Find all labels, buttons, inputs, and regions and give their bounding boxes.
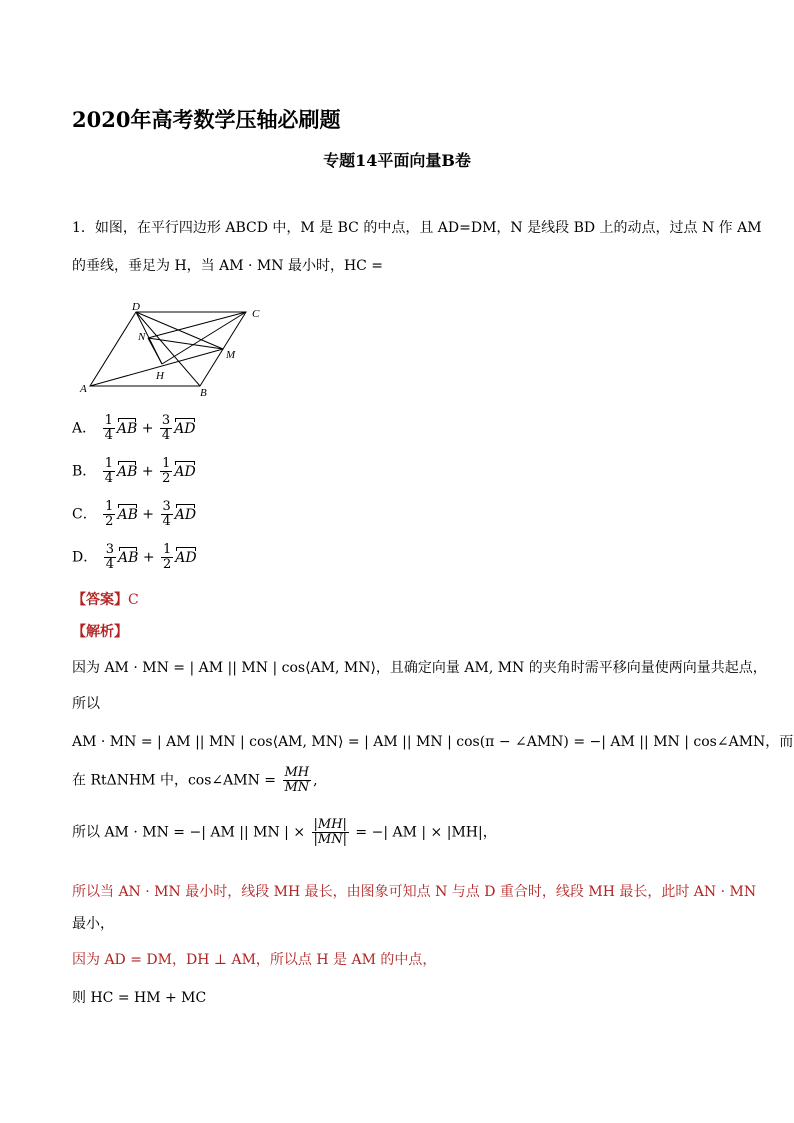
coef-numerator: 1	[162, 456, 171, 471]
segment-dm	[136, 312, 223, 349]
coef-denominator: 2	[162, 471, 171, 486]
coef-numerator: 3	[105, 542, 114, 557]
option-letter: A．	[72, 420, 97, 437]
fraction-denominator: MN	[284, 780, 310, 795]
analysis-line-5	[72, 818, 497, 847]
option-a[interactable]: A． $\frac{1}{4}$ AB + $\frac{3}{4}$ AD	[72, 413, 196, 443]
coef-denominator: 4	[161, 428, 171, 443]
analysis-line-8: 因为 AD = DM，DH ⊥ AM，所以点 H 是 AM 的中点，	[72, 952, 437, 968]
option-letter: C．	[72, 506, 97, 523]
analysis-text: = −| AM | × |MH|，	[355, 824, 497, 841]
analysis-text: 所以 AM · MN = −| AM || MN | ×	[72, 824, 306, 841]
coef-denominator: 4	[104, 471, 114, 486]
analysis-line-9: 则 HC = HM + MC	[72, 990, 207, 1006]
label-d: D	[132, 301, 140, 313]
analysis-line-2: 所以	[72, 696, 100, 712]
answer-line	[72, 590, 139, 610]
page-title: 2020年高考数学压轴必刷题	[72, 107, 341, 132]
coef-denominator: 2	[105, 514, 114, 529]
segment-nm	[148, 338, 223, 349]
fraction-numerator: |MH|	[313, 817, 347, 832]
coef-denominator: 4	[162, 514, 171, 529]
segment-bd	[136, 312, 200, 386]
analysis-line-3: AM · MN = | AM || MN | cos⟨AM, MN⟩ = | AM || MN | cos(π − ∠AMN) = −| AM || MN | cos∠AMN，而	[72, 734, 794, 750]
segment-nc	[148, 312, 246, 338]
label-m: M	[226, 349, 236, 361]
analysis-line-7: 最小，	[72, 916, 114, 932]
question-line-1: 1．如图，在平行四边形 ABCD 中，M 是 BC 的中点，且 AD=DM，N 是线段 BD 上的动点，过点 N 作 AM	[72, 220, 762, 236]
coef-denominator: 2	[163, 557, 172, 572]
answer-label: 【答案】	[72, 592, 128, 608]
fraction-numerator: MH	[284, 765, 310, 780]
analysis-line-4: 在 RtΔNHM 中，cos∠AMN = $\frac{MH}{MN}$ ,	[72, 765, 318, 795]
option-letter: D．	[72, 549, 98, 566]
option-letter: B．	[72, 463, 97, 480]
fraction-denominator: |MN|	[313, 832, 347, 847]
coef-numerator: 1	[104, 456, 114, 471]
coef-numerator: 1	[104, 413, 113, 428]
analysis-line-6: 所以当 AN · MN 最小时，线段 MH 最长，由图象可知点 N 与点 D 重合时，线段 MH 最长，此时 AN · MN	[72, 884, 757, 900]
coef-numerator: 1	[163, 542, 172, 557]
answer-value: C	[128, 592, 139, 608]
label-b: B	[200, 387, 207, 398]
label-n: N	[138, 331, 146, 343]
coef-numerator: 1	[105, 499, 114, 514]
analysis-label: 【解析】	[72, 624, 128, 640]
label-a: A	[80, 383, 87, 395]
option-d[interactable]: D． $\frac{3}{4}$ AB + $\frac{1}{2}$ AD	[72, 542, 197, 572]
label-h: H	[156, 370, 164, 382]
option-b[interactable]: B． $\frac{1}{4}$ AB + $\frac{1}{2}$ AD	[72, 456, 196, 486]
question-line-2: 的垂线，垂足为 H，当 AM · MN 最小时，HC =	[72, 258, 384, 274]
analysis-text: 在 RtΔNHM 中，cos∠AMN =	[72, 772, 277, 789]
option-c[interactable]: C． $\frac{1}{2}$ AB + $\frac{3}{4}$ AD	[72, 499, 197, 529]
coef-denominator: 4	[104, 428, 113, 443]
coef-numerator: 3	[161, 413, 171, 428]
analysis-line-1: 因为 AM · MN = | AM || MN | cos⟨AM, MN⟩，且确定向量 AM, MN 的夹角时需平移向量使两向量共起点，	[72, 660, 767, 676]
label-c: C	[252, 308, 260, 320]
page-subtitle: 专题14平面向量B卷	[323, 151, 471, 170]
parallelogram-figure	[78, 298, 268, 398]
coef-numerator: 3	[162, 499, 171, 514]
coef-denominator: 4	[105, 557, 114, 572]
